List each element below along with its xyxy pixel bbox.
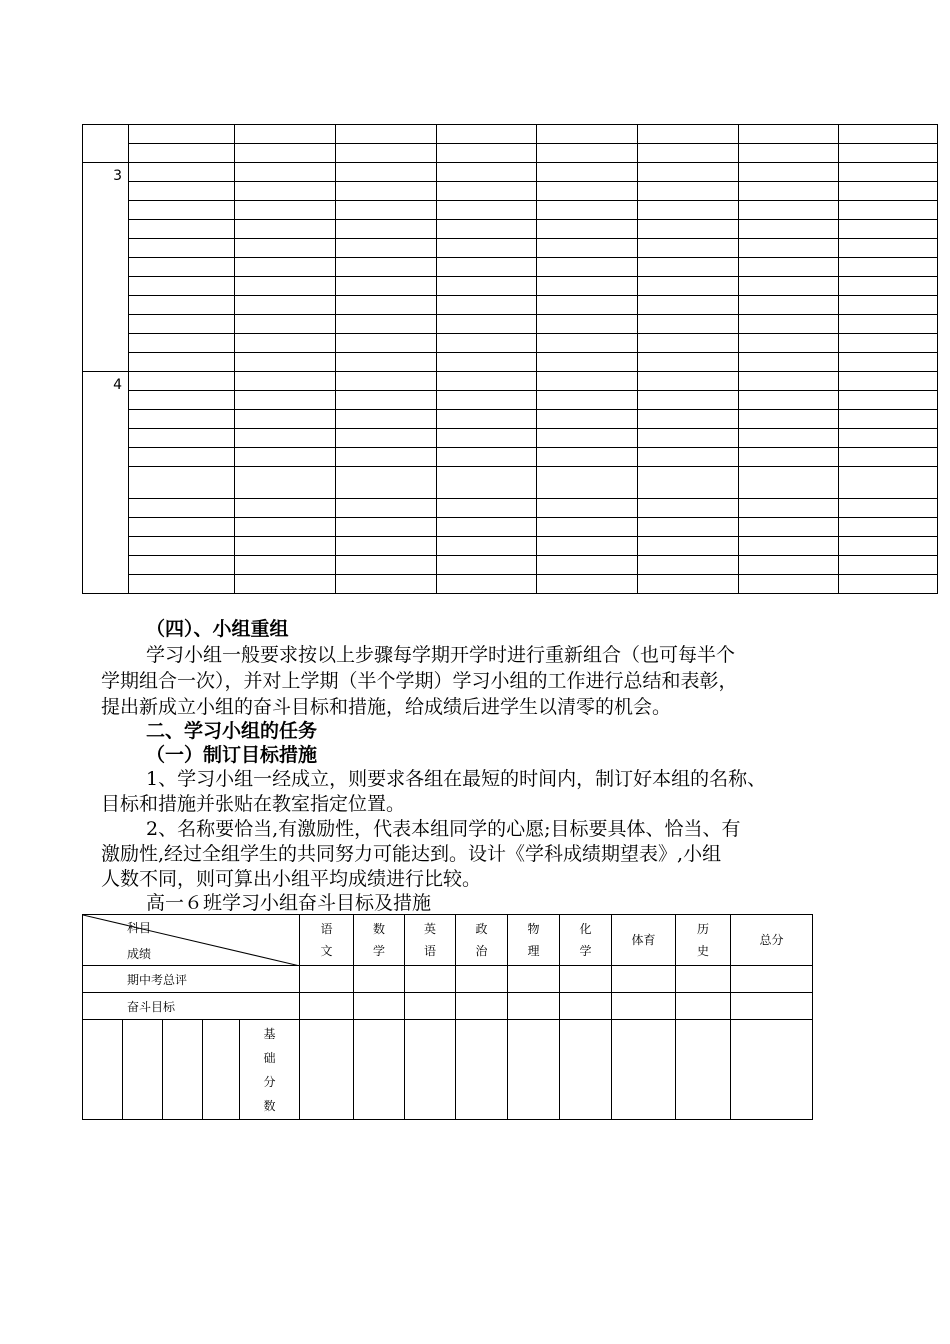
grid-row	[83, 239, 938, 258]
grid-cell	[839, 410, 938, 429]
grid-cell	[739, 575, 839, 594]
grid-cell	[437, 391, 537, 410]
table-caption: 高一６班学习小组奋斗目标及措施	[146, 892, 432, 914]
grid-cell	[739, 448, 839, 467]
grid-cell	[537, 277, 638, 296]
grid-cell	[336, 556, 437, 575]
grid-cell	[739, 334, 839, 353]
tasks-heading: 二、学习小组的任务	[146, 720, 318, 742]
grid-cell	[537, 575, 638, 594]
grid-row	[83, 277, 938, 296]
grid-cell	[537, 467, 638, 499]
grid-cell	[638, 220, 739, 239]
grid-cell	[638, 537, 739, 556]
grid-cell	[839, 277, 938, 296]
grid-cell	[739, 182, 839, 201]
grid-cell	[537, 537, 638, 556]
grid-row	[83, 575, 938, 594]
grid-cell	[537, 410, 638, 429]
grid-cell	[638, 144, 739, 163]
grid-cell	[129, 448, 235, 467]
grid-row	[83, 391, 938, 410]
row-goal-label: 奋斗目标	[83, 993, 300, 1020]
para2-line-1: 2、名称要恰当,有激励性，代表本组同学的心愿;目标要具体、恰当、有	[146, 818, 741, 840]
grid-cell	[437, 277, 537, 296]
grid-cell	[437, 258, 537, 277]
subject-politics: 政 治	[456, 915, 508, 966]
grid-cell	[235, 353, 336, 372]
grid-cell	[638, 575, 739, 594]
grid-cell	[537, 372, 638, 391]
grid-cell	[739, 467, 839, 499]
grid-cell	[537, 182, 638, 201]
grid-cell	[739, 163, 839, 182]
grid-row	[83, 499, 938, 518]
para1-line-1: 1、学习小组一经成立，则要求各组在最短的时间内，制订好本组的名称、	[146, 768, 767, 790]
grid-cell	[437, 575, 537, 594]
subject-chinese: 语 文	[300, 915, 354, 966]
grid-cell	[129, 182, 235, 201]
grid-row	[83, 182, 938, 201]
grid-cell	[336, 537, 437, 556]
grid-cell	[638, 518, 739, 537]
grid-cell	[537, 220, 638, 239]
grid-row	[83, 334, 938, 353]
grid-cell	[235, 556, 336, 575]
goal-table	[82, 914, 813, 1120]
diagonal-header-cell	[83, 915, 300, 966]
regroup-line-1: 学习小组一般要求按以上步骤每学期开学时进行重新组合（也可每半个	[146, 644, 736, 666]
grid-cell	[336, 125, 437, 144]
grid-cell	[235, 448, 336, 467]
grid-cell	[839, 556, 938, 575]
grid-cell	[739, 296, 839, 315]
grid-cell	[129, 391, 235, 410]
grid-row	[83, 163, 938, 182]
grid-cell	[437, 182, 537, 201]
grid-cell	[739, 556, 839, 575]
grid-cell	[739, 144, 839, 163]
grid-cell	[839, 537, 938, 556]
grid-cell	[638, 163, 739, 182]
grid-cell	[129, 353, 235, 372]
grid-cell	[129, 125, 235, 144]
grid-cell	[638, 125, 739, 144]
grid-cell	[839, 125, 938, 144]
grid-cell	[638, 258, 739, 277]
grid-cell	[235, 537, 336, 556]
grid-cell	[129, 163, 235, 182]
grid-cell	[129, 277, 235, 296]
grid-cell	[638, 391, 739, 410]
grid-cell	[437, 201, 537, 220]
grid-cell	[336, 467, 437, 499]
grid-cell	[437, 518, 537, 537]
grid-cell	[235, 239, 336, 258]
grid-cell	[235, 575, 336, 594]
grid-cell	[638, 296, 739, 315]
grid-cell	[235, 518, 336, 537]
grid-cell	[437, 144, 537, 163]
grid-cell	[336, 518, 437, 537]
grid-cell	[336, 391, 437, 410]
grid-cell	[537, 353, 638, 372]
grid-cell	[437, 467, 537, 499]
grid-cell	[437, 537, 537, 556]
grid-cell	[437, 499, 537, 518]
grid-cell	[638, 239, 739, 258]
grid-cell	[638, 201, 739, 220]
grid-cell	[129, 556, 235, 575]
grid-cell	[129, 372, 235, 391]
grid-cell	[336, 144, 437, 163]
grid-cell	[235, 258, 336, 277]
grid-cell	[437, 372, 537, 391]
grid-cell	[437, 556, 537, 575]
grid-cell	[129, 467, 235, 499]
grid-cell	[336, 575, 437, 594]
diag-label-score: 成绩	[127, 947, 152, 961]
grid-cell	[129, 410, 235, 429]
grid-row	[83, 537, 938, 556]
grid-row	[83, 258, 938, 277]
grid-row	[83, 410, 938, 429]
member-grid-table	[82, 124, 938, 594]
grid-cell	[638, 182, 739, 201]
grid-cell	[537, 144, 638, 163]
grid-cell	[437, 220, 537, 239]
grid-row	[83, 220, 938, 239]
grid-cell	[336, 429, 437, 448]
grid-cell	[235, 334, 336, 353]
regroup-line-2: 学期组合一次），并对上学期（半个学期）学习小组的工作进行总结和表彰，	[101, 670, 738, 692]
grid-cell	[638, 429, 739, 448]
grid-cell	[839, 353, 938, 372]
grid-cell	[839, 499, 938, 518]
row-midterm-label: 期中考总评	[83, 966, 300, 993]
grid-cell	[839, 220, 938, 239]
tasks-subheading: （一）制订目标措施	[146, 744, 318, 766]
grid-cell	[336, 315, 437, 334]
grid-row	[83, 353, 938, 372]
grid-cell	[336, 499, 437, 518]
group-number-cell: 4	[83, 372, 129, 594]
grid-cell	[537, 258, 638, 277]
para2-line-2: 激励性,经过全组学生的共同努力可能达到。设计《学科成绩期望表》,小组	[101, 843, 722, 865]
grid-row	[83, 467, 938, 499]
grid-cell	[537, 315, 638, 334]
grid-cell	[336, 334, 437, 353]
grid-row	[83, 296, 938, 315]
grid-cell	[336, 239, 437, 258]
grid-cell	[739, 239, 839, 258]
grid-cell	[537, 201, 638, 220]
grid-cell	[235, 467, 336, 499]
diag-label-subject: 科目	[127, 921, 152, 935]
subject-history: 历 史	[676, 915, 731, 966]
group-number-cell	[83, 125, 129, 163]
grid-cell	[437, 315, 537, 334]
grid-cell	[839, 448, 938, 467]
grid-cell	[336, 220, 437, 239]
subject-physics: 物 理	[508, 915, 560, 966]
para2-line-3: 人数不同，则可算出小组平均成绩进行比较。	[101, 868, 482, 890]
subject-english: 英 语	[405, 915, 456, 966]
grid-cell	[235, 220, 336, 239]
grid-cell	[336, 410, 437, 429]
grid-cell	[839, 575, 938, 594]
grid-cell	[638, 556, 739, 575]
grid-cell	[235, 315, 336, 334]
grid-cell	[437, 125, 537, 144]
grid-cell	[839, 296, 938, 315]
grid-cell	[129, 575, 235, 594]
grid-cell	[336, 296, 437, 315]
grid-cell	[537, 163, 638, 182]
grid-cell	[839, 391, 938, 410]
grid-cell	[839, 467, 938, 499]
grid-cell	[739, 220, 839, 239]
subject-total: 总分	[731, 915, 813, 966]
grid-cell	[839, 163, 938, 182]
grid-cell	[537, 296, 638, 315]
grid-cell	[537, 125, 638, 144]
grid-row	[83, 448, 938, 467]
grid-cell	[638, 410, 739, 429]
grid-cell	[537, 499, 638, 518]
grid-row	[83, 125, 938, 144]
grid-cell	[129, 537, 235, 556]
grid-cell	[638, 334, 739, 353]
para1-line-2: 目标和措施并张贴在教室指定位置。	[101, 793, 406, 815]
grid-cell	[437, 296, 537, 315]
grid-cell	[129, 518, 235, 537]
grid-cell	[839, 429, 938, 448]
grid-cell	[235, 201, 336, 220]
regroup-heading: （四）、小组重组	[146, 618, 289, 640]
grid-cell	[739, 201, 839, 220]
grid-cell	[129, 220, 235, 239]
grid-cell	[129, 144, 235, 163]
grid-row	[83, 315, 938, 334]
subject-chemistry: 化 学	[560, 915, 612, 966]
grid-cell	[739, 258, 839, 277]
regroup-line-3: 提出新成立小组的奋斗目标和措施，给成绩后进学生以清零的机会。	[101, 696, 672, 718]
diagonal-line	[83, 915, 300, 966]
grid-cell	[638, 315, 739, 334]
grid-cell	[129, 429, 235, 448]
grid-cell	[129, 239, 235, 258]
grid-cell	[235, 144, 336, 163]
grid-cell	[437, 410, 537, 429]
grid-cell	[739, 429, 839, 448]
grid-cell	[129, 499, 235, 518]
grid-row	[83, 372, 938, 391]
grid-cell	[739, 277, 839, 296]
grid-cell	[537, 429, 638, 448]
subject-pe: 体育	[612, 915, 676, 966]
grid-cell	[437, 239, 537, 258]
grid-cell	[839, 239, 938, 258]
grid-row	[83, 144, 938, 163]
grid-cell	[129, 334, 235, 353]
grid-cell	[638, 467, 739, 499]
grid-cell	[839, 372, 938, 391]
grid-cell	[638, 499, 739, 518]
grid-cell	[235, 296, 336, 315]
grid-cell	[235, 125, 336, 144]
grid-cell	[437, 163, 537, 182]
grid-cell	[739, 499, 839, 518]
grid-cell	[739, 410, 839, 429]
grid-cell	[129, 258, 235, 277]
grid-cell	[235, 499, 336, 518]
grid-cell	[129, 315, 235, 334]
grid-row	[83, 201, 938, 220]
grid-cell	[336, 353, 437, 372]
grid-row	[83, 429, 938, 448]
grid-cell	[537, 391, 638, 410]
grid-cell	[839, 258, 938, 277]
grid-cell	[739, 125, 839, 144]
grid-cell	[537, 518, 638, 537]
grid-cell	[638, 353, 739, 372]
grid-cell	[537, 556, 638, 575]
grid-cell	[437, 448, 537, 467]
grid-cell	[739, 537, 839, 556]
grid-cell	[235, 163, 336, 182]
grid-cell	[638, 448, 739, 467]
grid-cell	[739, 372, 839, 391]
grid-cell	[336, 372, 437, 391]
grid-cell	[638, 372, 739, 391]
grid-cell	[537, 334, 638, 353]
grid-cell	[235, 372, 336, 391]
grid-cell	[839, 201, 938, 220]
grid-cell	[129, 201, 235, 220]
grid-cell	[739, 518, 839, 537]
grid-cell	[235, 429, 336, 448]
grid-cell	[638, 277, 739, 296]
grid-cell	[336, 277, 437, 296]
grid-cell	[739, 315, 839, 334]
grid-cell	[839, 182, 938, 201]
grid-cell	[739, 353, 839, 372]
grid-cell	[437, 334, 537, 353]
grid-cell	[739, 391, 839, 410]
grid-cell	[437, 429, 537, 448]
group-number-cell: 3	[83, 163, 129, 372]
grid-cell	[537, 448, 638, 467]
grid-cell	[336, 182, 437, 201]
grid-row	[83, 556, 938, 575]
grid-cell	[336, 258, 437, 277]
grid-cell	[235, 391, 336, 410]
grid-cell	[235, 182, 336, 201]
grid-cell	[839, 518, 938, 537]
grid-row	[83, 518, 938, 537]
subject-math: 数 学	[354, 915, 405, 966]
grid-cell	[235, 277, 336, 296]
grid-cell	[839, 334, 938, 353]
grid-cell	[839, 315, 938, 334]
grid-cell	[437, 353, 537, 372]
grid-cell	[129, 296, 235, 315]
grid-cell	[336, 448, 437, 467]
grid-cell	[537, 239, 638, 258]
grid-cell	[336, 201, 437, 220]
grid-cell	[839, 144, 938, 163]
grid-cell	[235, 410, 336, 429]
grid-cell	[336, 163, 437, 182]
base-score-label: 基 础 分 数	[240, 1020, 300, 1120]
